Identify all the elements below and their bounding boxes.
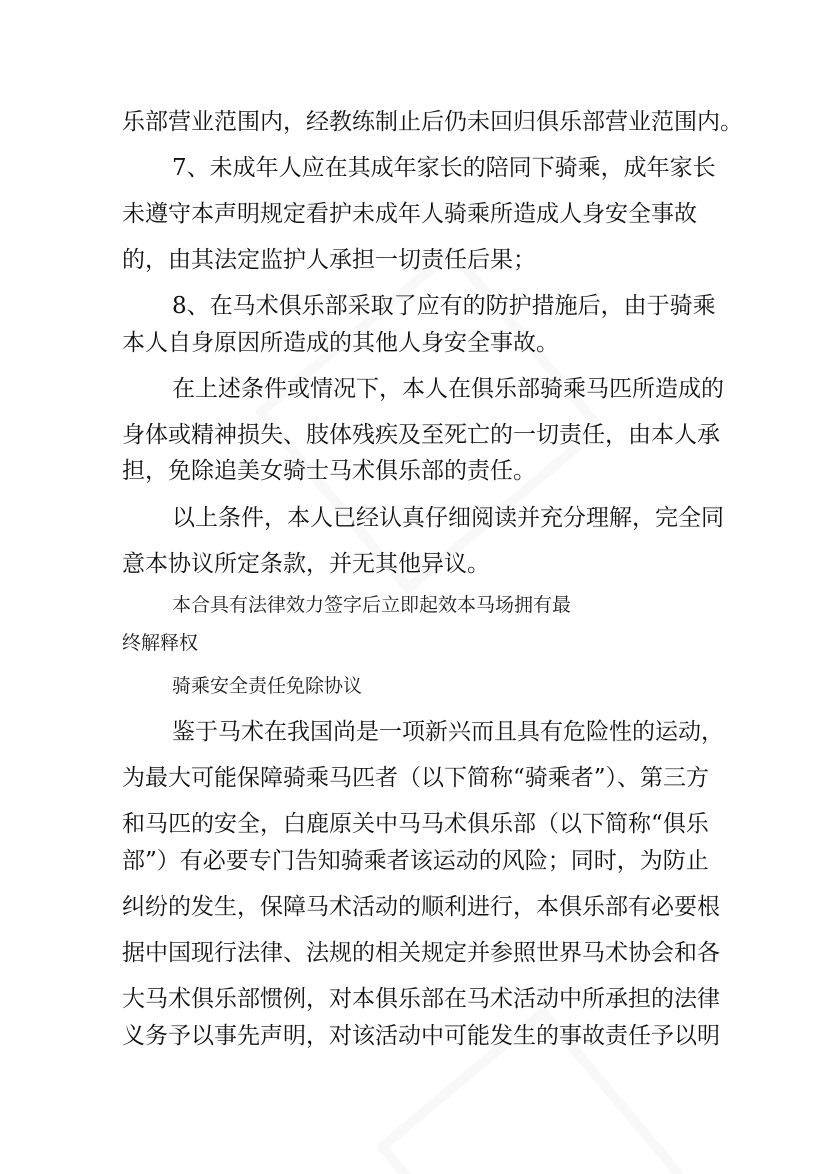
text-line: 据中国现行法律、法规的相关规定并参照世界马术协会和各: [122, 940, 720, 966]
text-line: 8、在马术俱乐部采取了应有的防护措施后，由于骑乘: [172, 293, 716, 319]
text-line: 担，免除追美女骑士马术俱乐部的责任。: [122, 458, 536, 484]
text-line: 在上述条件或情况下，本人在俱乐部骑乘马匹所造成的: [172, 376, 724, 402]
text-line: 终解释权: [122, 632, 199, 654]
text-line: 乐部营业范围内，经教练制止后仍未回归俱乐部营业范围内。: [122, 109, 743, 135]
text-line: 为最大可能保障骑乘马匹者（以下简称“骑乘者”）、第三方: [122, 765, 710, 791]
text-line: 大马术俱乐部惯例，对本俱乐部在马术活动中所承担的法律: [122, 986, 720, 1012]
text-line: 身体或精神损失、肢体残疾及至死亡的一切责任，由本人承: [122, 422, 720, 448]
text-line: 本合具有法律效力签字后立即起效本马场拥有最: [172, 594, 572, 616]
section-title: 骑乘安全责任免除协议: [172, 675, 363, 697]
text-line: 的，由其法定监护人承担一切责任后果；: [122, 247, 536, 273]
text-line: 部”）有必要专门告知骑乘者该运动的风险；同时，为防止: [122, 848, 709, 874]
text-line: 义务予以事先声明，对该活动中可能发生的事故责任予以明: [122, 1023, 720, 1049]
text-line: 纠纷的发生，保障马术活动的顺利进行，本俱乐部有必要根: [122, 894, 720, 920]
text-line: 鉴于马术在我国尚是一项新兴而且具有危险性的运动，: [172, 719, 724, 745]
text-line: 意本协议所定条款，并无其他异议。: [122, 551, 490, 577]
text-line: 和马匹的安全，白鹿原关中马马术俱乐部（以下简称“俱乐: [122, 811, 709, 837]
text-line: 本人自身原因所造成的其他人身安全事故。: [122, 330, 559, 356]
text-line: 未遵守本声明规定看护未成年人骑乘所造成人身安全事故: [122, 201, 697, 227]
text-line: 7、未成年人应在其成年家长的陪同下骑乘，成年家长: [172, 155, 716, 181]
text-line: 以上条件，本人已经认真仔细阅读并充分理解，完全同: [172, 505, 724, 531]
